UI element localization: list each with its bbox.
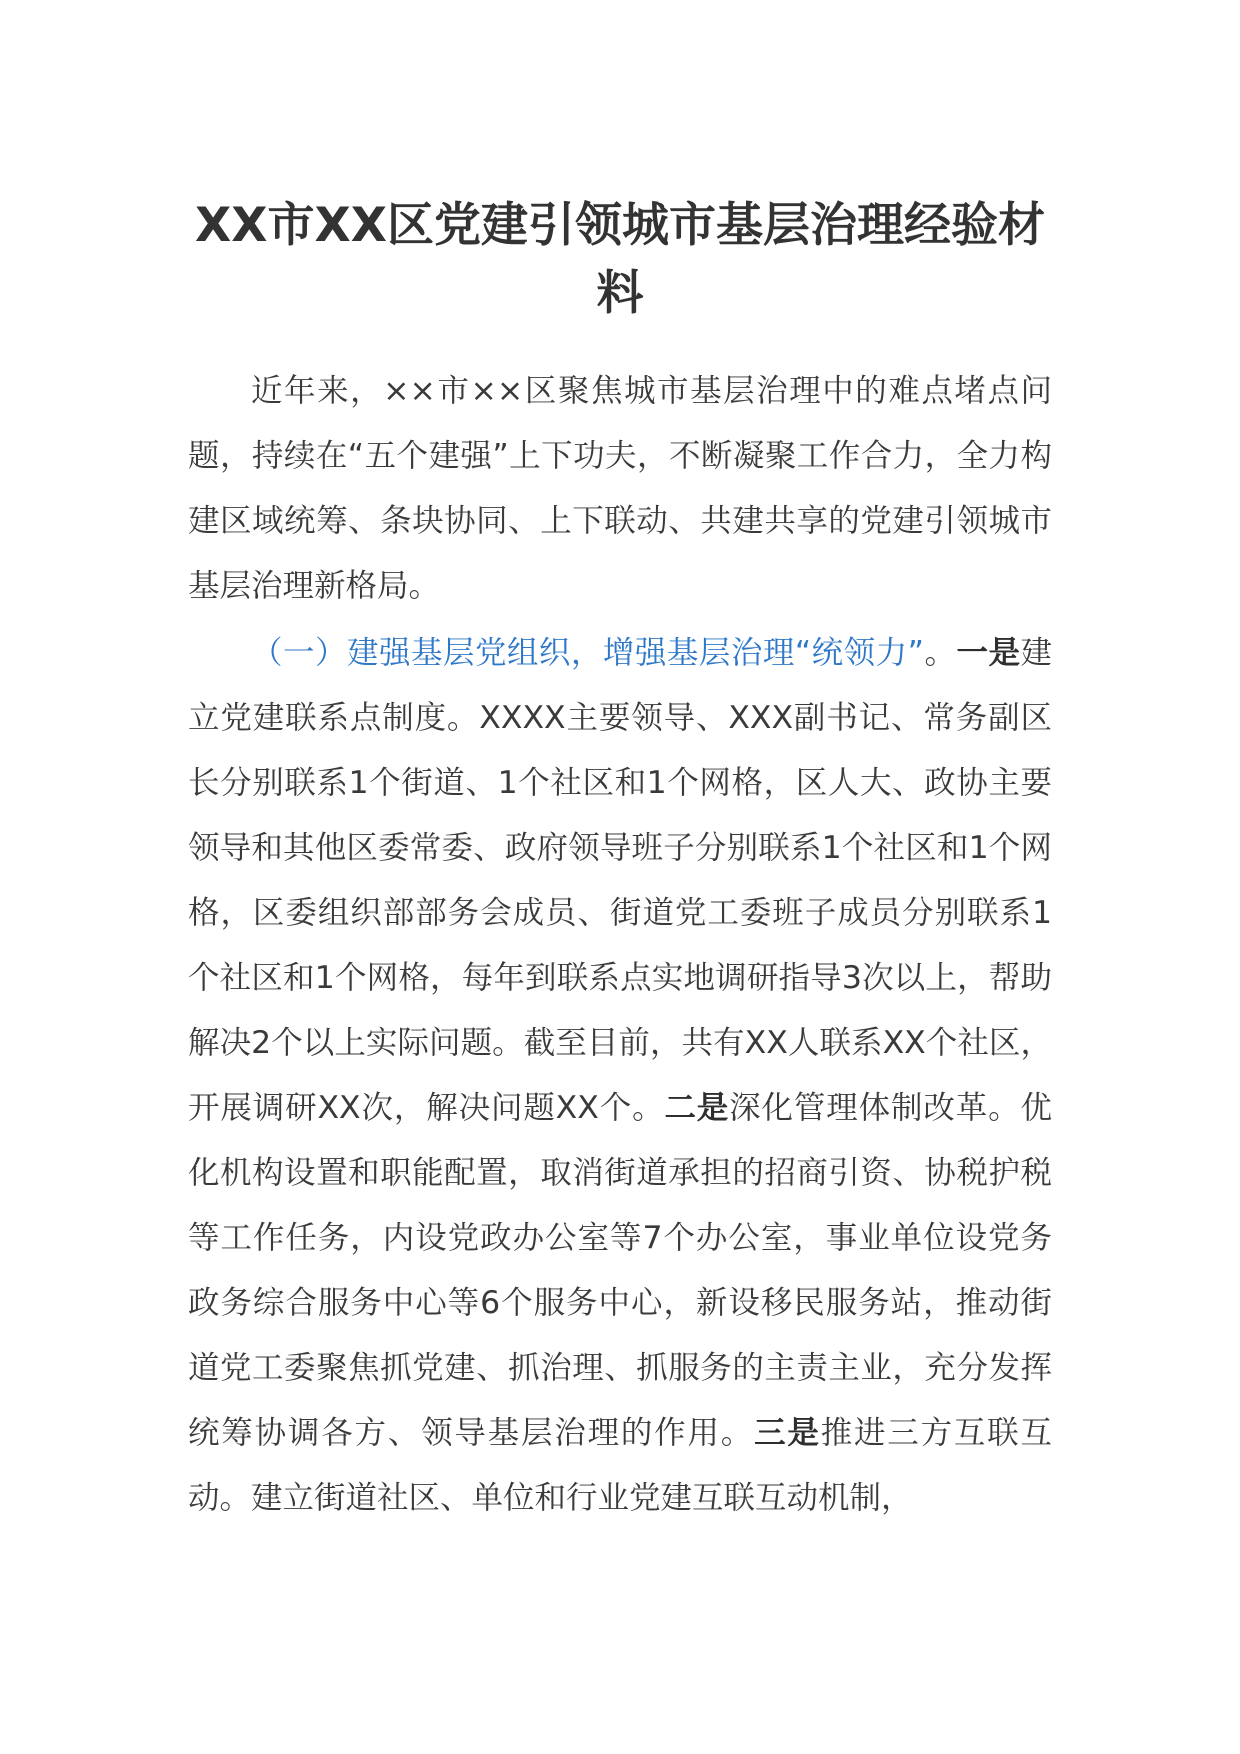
section-1-heading: （一）建强基层党组织，增强基层治理“统领力”: [251, 635, 924, 671]
item-1-label: 一是: [956, 635, 1021, 671]
item-2-text: 深化管理体制改革。优化机构设置和职能配置，取消街道承担的招商引资、协税护税等工作任务，内设党政办公室等7个办公室，事业单位设党务政务综合服务中心等6个服务中心，新设移民服务站，推动街道党工委聚焦抓党建、抓治理、抓服务的主责主业，充分发挥统筹协调各方、领导基层治理的作用。: [188, 1090, 1052, 1451]
document-title: XX市XX区党建引领城市基层治理经验材料: [195, 198, 1045, 321]
intro-paragraph: 近年来，××市××区聚焦城市基层治理中的难点堵点问题，持续在“五个建强”上下功夫，不断凝聚工作合力，全力构建区域统筹、条块协同、上下联动、共建共享的党建引领城市基层治理新格局。: [188, 373, 1052, 604]
section-1-paragraph: [188, 621, 1052, 1531]
section-1-heading-punct: 。: [923, 635, 957, 671]
item-3-text: 推进三方互联互动。建立街道社区、单位和行业党建互联互动机制，: [188, 1415, 1052, 1516]
item-1-text: 建立党建联系点制度。XXXX主要领导、XXX副书记、常务副区长分别联系1个街道、1个社区和1个网格，区人大、政协主要领导和其他区委常委、政府领导班子分别联系1个社区和1个网格，区委组织部部务会成员、街道党工委班子成员分别联系1个社区和1个网格，每年到联系点实地调研指导3次以上，帮助解决2个以上实际问题。截至目前，共有XX人联系XX个社区，开展调研XX次，解决问题XX个。: [188, 635, 1052, 1126]
item-3-label: 三是: [754, 1415, 821, 1451]
item-2-label: 二是: [664, 1090, 730, 1126]
document-body: [188, 192, 1052, 1531]
